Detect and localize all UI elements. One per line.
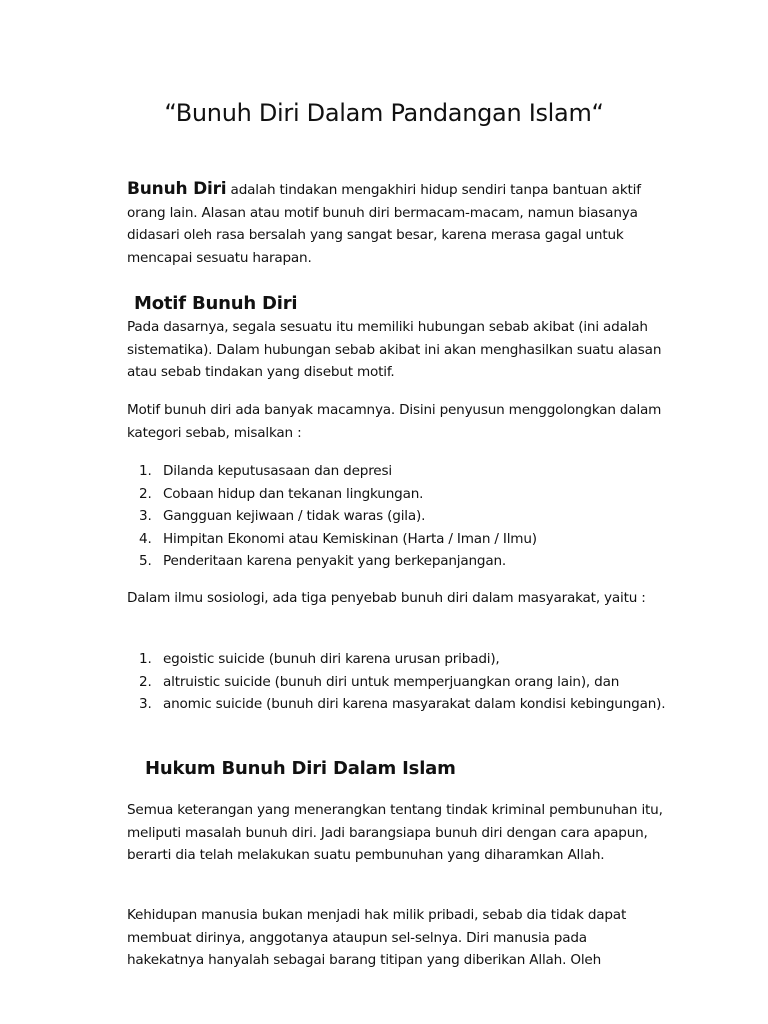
motif-paragraph-1: Pada dasarnya, segala sesuatu itu memiliki hubungan sebab akibat (ini adalah sistematika). Dalam hubungan sebab akibat ini akan menghasilkan suatu alasan atau sebab tindakan yang disebut motif.	[127, 319, 662, 380]
sociology-list	[127, 648, 667, 716]
list-item: 3. Gangguan kejiwaan / tidak waras (gila).	[139, 508, 426, 524]
heading-hukum: Hukum Bunuh Diri Dalam Islam	[145, 758, 456, 779]
intro-paragraph	[127, 178, 667, 269]
list-item: 2. altruistic suicide (bunuh diri untuk memperjuangkan orang lain), dan	[139, 673, 620, 690]
intro-text: adalah tindakan mengakhiri hidup sendiri tanpa bantuan aktif orang lain. Alasan atau motif bunuh diri bermacam-macam, namun biasanya didasari oleh rasa bersalah yang sangat besar, karena merasa gagal untuk mencapai sesuatu harapan.	[127, 182, 641, 266]
list-item: 2. Cobaan hidup dan tekanan lingkungan.	[139, 485, 424, 502]
list-item: 1. Dilanda keputusasaan dan depresi	[139, 463, 392, 479]
motif-causes-list	[127, 460, 667, 573]
sociology-intro-paragraph: Dalam ilmu sosiologi, ada tiga penyebab bunuh diri dalam masyarakat, yaitu :	[127, 590, 646, 606]
list-item: 1. egoistic suicide (bunuh diri karena urusan pribadi),	[139, 651, 500, 667]
hukum-paragraph-1: Semua keterangan yang menerangkan tentang tindak kriminal pembunuhan itu, meliputi masalah bunuh diri. Jadi barangsiapa bunuh diri dengan cara apapun, berarti dia telah melakukan suatu pembunuhan yang diharamkan Allah.	[127, 802, 663, 863]
document-title: “Bunuh Diri Dalam Pandangan Islam“	[164, 99, 604, 127]
list-item: 5. Penderitaan karena penyakit yang berkepanjangan.	[139, 553, 507, 569]
heading-motif: Motif Bunuh Diri	[134, 293, 298, 314]
list-item: 3. anomic suicide (bunuh diri karena masyarakat dalam kondisi kebingungan).	[139, 696, 666, 712]
list-item: 4. Himpitan Ekonomi atau Kemiskinan (Harta / Iman / Ilmu)	[139, 530, 537, 547]
intro-lead-term: Bunuh Diri	[127, 179, 227, 199]
motif-paragraph-2: Motif bunuh diri ada banyak macamnya. Disini penyusun menggolongkan dalam kategori sebab, misalkan :	[127, 402, 662, 441]
hukum-paragraph-2: Kehidupan manusia bukan menjadi hak milik pribadi, sebab dia tidak dapat membuat dirinya, anggotanya ataupun sel-selnya. Diri manusia pada hakekatnya hanyalah sebagai barang titipan yang diberikan Allah. Oleh	[127, 907, 627, 968]
